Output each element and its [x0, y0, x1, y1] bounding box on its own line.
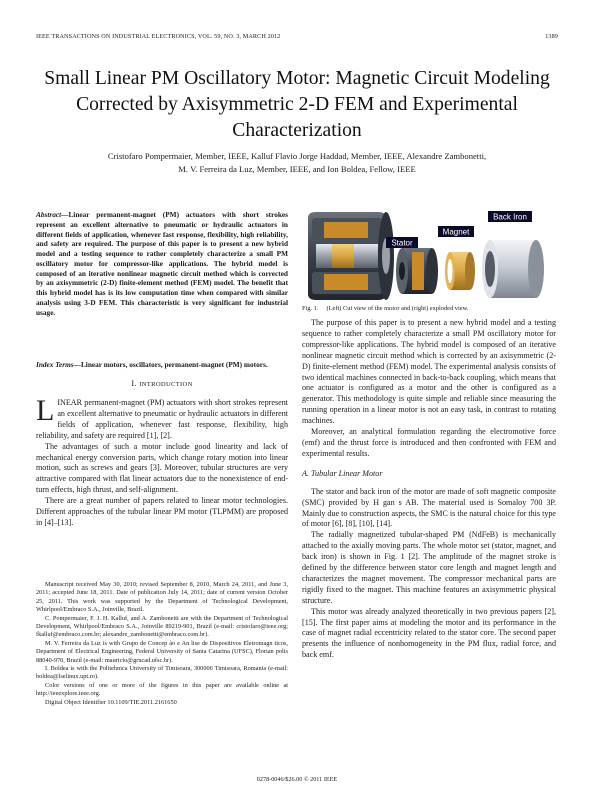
footnote-manuscript: Manuscript received May 30, 2010; revised September 8, 2010, March 24, 2011, and June 3, 2011; accepted June 18, 2011. Date of publication July 14, 2011; date of current version October 25, 2011. This work was supported by the Department of Technological Development, Whirlpool/Embraco S.A., Joinville, Brazil.	[36, 581, 288, 614]
right-paragraph-3: The stator and back iron of the motor are made of soft magnetic composite (SMC) provided by H gan s AB. The material used is Somaloy 700 3P. Mainly due to construction aspects, the SMC is the natural choice for this type of motor [6], [8], [10], [14].	[302, 486, 557, 529]
abstract	[36, 210, 288, 317]
label-magnet	[438, 226, 474, 237]
figure-1	[302, 204, 556, 304]
drop-cap: L	[36, 394, 55, 427]
cut-view	[308, 212, 394, 300]
subsection-heading: A. Tubular Linear Motor	[302, 468, 383, 478]
intro-paragraph-2: The advantages of such a motor include good linearity and lack of mechanical energy conversion parts, which change rotary motion into linear motion, such as screws and gears [3]. Moreover, tubular structures are very attractive compared with flat linear actuators due to the nonexistence of end-turn effects, high thrust, and self-alignment.	[36, 441, 288, 495]
svg-text:Back Iron: Back Iron	[493, 212, 527, 222]
section-heading-introduction	[36, 379, 288, 388]
footnote-affiliation-1: C. Pompermaier, F. J. H. Kalluf, and A. Zambonetti are with the Department of Technological Development, Whirlpool/Embraco S.A., Joinville 89219-901, Brazil (e-mail: cristofaro@ieee.org; fkalluf@embraco.com.br; alexandre_zambonetti@embraco.com.br).	[36, 614, 288, 639]
running-header: IEEE TRANSACTIONS ON INDUSTRIAL ELECTRONICS, VOL. 59, NO. 3, MARCH 2012	[36, 33, 281, 40]
footnote-doi: Digital Object Identifier 10.1109/TIE.2011.2161650	[45, 698, 177, 706]
exploded-view	[396, 240, 544, 298]
right-paragraph-2: Moreover, an analytical formulation regarding the electromotive force (emf) and the thrust force is introduced and then confronted with FEM and experimental results.	[302, 427, 556, 458]
label-stator	[386, 237, 418, 248]
intro-paragraph-1: LINEAR permanent-magnet (PM) actuators with short strokes represent an excellent alternative to pneumatic or hydraulic actuators in different fields of application, whenever fast response, flexibility, high reliability, and safety are required [1], [2].	[36, 394, 288, 440]
svg-text:Stator: Stator	[391, 238, 413, 248]
introduction-body	[36, 394, 288, 529]
footnote-affiliation-3: I. Boldea is with the Politehnica University of Timisoara, 300006 Timisoara, Romania (e-mail: boldea@lselinux.upt.ro).	[36, 665, 288, 681]
intro-paragraph-3: There are a great number of papers related to linear motor technologies. Different approaches of the tubular linear PM motor (TLPMM) are proposed in [4]–[13].	[36, 496, 288, 527]
footnote-affiliation-2: M. V. Ferreira da Luz is with Grupo de Concep ão e An lise de Dispositivos Eletromagn ticos, Department of Electrical Engineering, Federal University of Santa Catarina (UFSC), Florian polis 88040-970, Brazil (e-mail: mauricio@grucad.ufsc.br).	[36, 639, 288, 664]
author-line-2: M. V. Ferreira da Luz, Member, IEEE, and Ion Boldea, Fellow, IEEE	[178, 163, 416, 174]
index-terms-lead: Index Terms	[36, 360, 74, 369]
copyright-footer: 0278-0046/$26.00 © 2011 IEEE	[256, 776, 338, 783]
abstract-lead: Abstract	[36, 210, 62, 219]
right-paragraph-1: The purpose of this paper is to present a new hybrid model and a testing sequence to rather completely characterize a small PM oscillatory motor for compressor-like applications. The hybrid model is composed of an iterative nonlinear magnetic circuit method which is corrected by an axisymmetric (2-D) finite-element method (FEM) model. The experimental analysis consists of two identical machines connected in back-to-back coupling, which means that one actuator is configured as a motor and the other is configured as a generator. This methodology is quite simple and reliable since measuring the running operation in a linear motor is not an easy task, in contrast to rotating machines.	[302, 318, 556, 426]
index-terms-text: —Linear motors, oscillators, permanent-magnet (PM) motors.	[73, 360, 268, 369]
author-line-1: Cristofaro Pompermaier, Member, IEEE, Kalluf Flavio Jorge Haddad, Member, IEEE, Alexandre Zambonetti,	[107, 151, 487, 161]
paper-title: Small Linear PM Oscillatory Motor: Magnetic Circuit Modeling Corrected by Axisymmetric 2-D FEM and Experimental Characterization	[44, 68, 550, 141]
right-paragraph-4: The radially magnetized tubular-shaped PM (NdFeB) is mechanically attached to the axially moving parts. The whole motor set (stator, magnet, and back iron) is shown in Fig. 1 [2]. The amplitude of the magnet stroke is defined by the difference between stator core length and magnet length and characterizes the magnet movement. The compressor mechanical parts are rigidly fixed to the magnet. This machine features an axisymmetric physical structure.	[302, 530, 556, 605]
page-number: 1389	[545, 33, 558, 40]
svg-text:Magnet: Magnet	[442, 227, 470, 237]
label-back-iron	[488, 211, 532, 222]
right-column-body	[302, 318, 556, 661]
figure-caption: Fig. 1. (Left) Cut view of the motor and (right) exploded view.	[302, 305, 469, 312]
footnotes	[36, 581, 288, 707]
section-title: INTRODUCTION	[139, 381, 193, 388]
motor-illustration	[302, 204, 556, 304]
index-terms	[36, 360, 288, 370]
abstract-text: —Linear permanent-magnet (PM) actuators with short strokes represent an excellent alternative to pneumatic or hydraulic actuators in different fields of application, whenever fast response, flexibility, high reliability, and safety are required. The purpose of this paper is to present a new hybrid model and a testing sequence to rather completely characterize a small PM oscillatory motor for compressor-like applications. The hybrid model is composed of an iterative nonlinear magnetic circuit method which is corrected by an axisymmetric (2-D) finite-element method (FEM) model. The benefit that this hybrid model has is its low computation time when compared with similar analysis using 3-D FEM. This characteristic is very significant for industrial usage.	[36, 210, 288, 317]
footnote-color: Color versions of one or more of the figures in this paper are available online at http://ieeexplore.ieee.org.	[36, 681, 288, 698]
right-paragraph-5: This motor was already analyzed theoretically in two previous papers [2], [15]. The first paper aims at modeling the motor and its performance in the case of magnet radial eccentricity related to the stator core. The second paper presents the influence of nonhomogeneity in the PM flux, radial force, and back emf.	[302, 606, 556, 660]
section-numeral: I.	[131, 379, 137, 388]
author-list	[36, 150, 558, 176]
